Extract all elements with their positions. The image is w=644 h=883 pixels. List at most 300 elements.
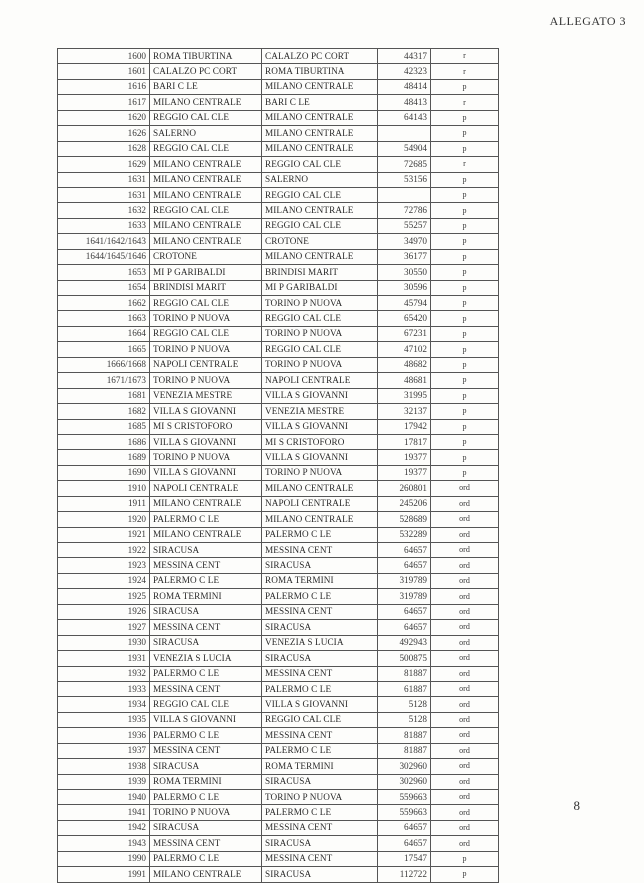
destination-station-cell: VILLA S GIOVANNI — [262, 697, 378, 712]
origin-station-cell: MILANO CENTRALE — [150, 527, 262, 542]
origin-station-cell: SIRACUSA — [150, 635, 262, 650]
origin-station-cell: MILANO CENTRALE — [150, 172, 262, 187]
train-type-cell: p — [431, 450, 499, 465]
origin-station-cell: ROMA TERMINI — [150, 589, 262, 604]
origin-station-cell: MILANO CENTRALE — [150, 234, 262, 249]
distance-cell: 32137 — [378, 404, 431, 419]
distance-cell: 44317 — [378, 49, 431, 64]
train-type-cell: ord — [431, 759, 499, 774]
distance-cell — [378, 126, 431, 141]
train-type-cell: ord — [431, 651, 499, 666]
distance-cell: 64657 — [378, 620, 431, 635]
table-row — [58, 666, 499, 681]
train-type-cell: r — [431, 95, 499, 110]
origin-station-cell: VILLA S GIOVANNI — [150, 712, 262, 727]
train-number-cell: 1685 — [58, 419, 150, 434]
distance-cell: 55257 — [378, 218, 431, 233]
distance-cell: 260801 — [378, 481, 431, 496]
train-type-cell: p — [431, 187, 499, 202]
table-row — [58, 651, 499, 666]
destination-station-cell: TORINO P NUOVA — [262, 296, 378, 311]
origin-station-cell: REGGIO CAL CLE — [150, 141, 262, 156]
distance-cell: 81887 — [378, 728, 431, 743]
table-row — [58, 867, 499, 882]
origin-station-cell: SIRACUSA — [150, 543, 262, 558]
origin-station-cell: MILANO CENTRALE — [150, 867, 262, 882]
train-type-cell: p — [431, 110, 499, 125]
train-type-cell: ord — [431, 820, 499, 835]
destination-station-cell: MILANO CENTRALE — [262, 141, 378, 156]
destination-station-cell: MI P GARIBALDI — [262, 280, 378, 295]
destination-station-cell: MESSINA CENT — [262, 820, 378, 835]
origin-station-cell: MILANO CENTRALE — [150, 218, 262, 233]
train-type-cell: ord — [431, 527, 499, 542]
train-number-cell: 1910 — [58, 481, 150, 496]
destination-station-cell: REGGIO CAL CLE — [262, 342, 378, 357]
origin-station-cell: PALERMO C LE — [150, 666, 262, 681]
train-number-cell: 1616 — [58, 79, 150, 94]
table-row — [58, 265, 499, 280]
train-number-cell: 1921 — [58, 527, 150, 542]
train-type-cell: p — [431, 342, 499, 357]
origin-station-cell: BRINDISI MARIT — [150, 280, 262, 295]
train-type-cell: p — [431, 265, 499, 280]
train-type-cell: r — [431, 49, 499, 64]
origin-station-cell: MESSINA CENT — [150, 681, 262, 696]
train-type-cell: ord — [431, 604, 499, 619]
destination-station-cell: REGGIO CAL CLE — [262, 187, 378, 202]
destination-station-cell: NAPOLI CENTRALE — [262, 373, 378, 388]
train-number-cell: 1920 — [58, 512, 150, 527]
distance-cell: 48681 — [378, 373, 431, 388]
destination-station-cell: VILLA S GIOVANNI — [262, 450, 378, 465]
distance-cell: 112722 — [378, 867, 431, 882]
origin-station-cell: NAPOLI CENTRALE — [150, 481, 262, 496]
train-type-cell: p — [431, 373, 499, 388]
destination-station-cell: MILANO CENTRALE — [262, 110, 378, 125]
destination-station-cell: PALERMO C LE — [262, 527, 378, 542]
origin-station-cell: SIRACUSA — [150, 820, 262, 835]
destination-station-cell: SIRACUSA — [262, 774, 378, 789]
origin-station-cell: VILLA S GIOVANNI — [150, 465, 262, 480]
train-type-cell: r — [431, 157, 499, 172]
train-number-cell: 1665 — [58, 342, 150, 357]
distance-cell: 492943 — [378, 635, 431, 650]
train-number-cell: 1686 — [58, 434, 150, 449]
origin-station-cell: SIRACUSA — [150, 604, 262, 619]
destination-station-cell: SIRACUSA — [262, 558, 378, 573]
origin-station-cell: REGGIO CAL CLE — [150, 296, 262, 311]
train-type-cell: ord — [431, 512, 499, 527]
origin-station-cell: REGGIO CAL CLE — [150, 110, 262, 125]
table-row — [58, 635, 499, 650]
destination-station-cell: ROMA TERMINI — [262, 573, 378, 588]
destination-station-cell: TORINO P NUOVA — [262, 326, 378, 341]
train-type-cell: r — [431, 64, 499, 79]
destination-station-cell: SALERNO — [262, 172, 378, 187]
train-type-cell: p — [431, 404, 499, 419]
distance-cell: 64657 — [378, 543, 431, 558]
distance-cell: 64657 — [378, 836, 431, 851]
train-number-cell: 1689 — [58, 450, 150, 465]
destination-station-cell: REGGIO CAL CLE — [262, 311, 378, 326]
distance-cell: 30596 — [378, 280, 431, 295]
table-row — [58, 558, 499, 573]
distance-cell: 64657 — [378, 820, 431, 835]
train-type-cell: p — [431, 234, 499, 249]
train-number-cell: 1617 — [58, 95, 150, 110]
distance-cell: 19377 — [378, 465, 431, 480]
destination-station-cell: BRINDISI MARIT — [262, 265, 378, 280]
destination-station-cell: MILANO CENTRALE — [262, 512, 378, 527]
destination-station-cell: MESSINA CENT — [262, 728, 378, 743]
distance-cell: 81887 — [378, 666, 431, 681]
train-type-cell: ord — [431, 481, 499, 496]
train-number-cell: 1934 — [58, 697, 150, 712]
table-row — [58, 712, 499, 727]
train-number-cell: 1924 — [58, 573, 150, 588]
train-type-cell: p — [431, 357, 499, 372]
origin-station-cell: VENEZIA MESTRE — [150, 388, 262, 403]
train-number-cell: 1664 — [58, 326, 150, 341]
train-number-cell: 1632 — [58, 203, 150, 218]
table-row — [58, 851, 499, 866]
table-row — [58, 373, 499, 388]
destination-station-cell: MILANO CENTRALE — [262, 79, 378, 94]
table-row — [58, 419, 499, 434]
origin-station-cell: MESSINA CENT — [150, 743, 262, 758]
train-type-cell: p — [431, 867, 499, 882]
destination-station-cell: PALERMO C LE — [262, 589, 378, 604]
train-number-cell: 1941 — [58, 805, 150, 820]
table-row — [58, 49, 499, 64]
distance-cell: 532289 — [378, 527, 431, 542]
distance-cell: 65420 — [378, 311, 431, 326]
destination-station-cell: MILANO CENTRALE — [262, 203, 378, 218]
table-row — [58, 805, 499, 820]
destination-station-cell: MESSINA CENT — [262, 604, 378, 619]
table-row — [58, 404, 499, 419]
table-row — [58, 836, 499, 851]
table-row — [58, 604, 499, 619]
table-row — [58, 79, 499, 94]
train-number-cell: 1937 — [58, 743, 150, 758]
origin-station-cell: PALERMO C LE — [150, 790, 262, 805]
train-number-cell: 1925 — [58, 589, 150, 604]
train-type-cell: ord — [431, 712, 499, 727]
origin-station-cell: ROMA TERMINI — [150, 774, 262, 789]
table-row — [58, 203, 499, 218]
train-type-cell: p — [431, 419, 499, 434]
distance-cell: 72685 — [378, 157, 431, 172]
train-number-cell: 1662 — [58, 296, 150, 311]
distance-cell: 245206 — [378, 496, 431, 511]
destination-station-cell: VILLA S GIOVANNI — [262, 388, 378, 403]
table-row — [58, 64, 499, 79]
train-number-cell: 1940 — [58, 790, 150, 805]
table-row — [58, 512, 499, 527]
table-row — [58, 543, 499, 558]
train-type-cell: ord — [431, 697, 499, 712]
origin-station-cell: TORINO P NUOVA — [150, 311, 262, 326]
train-type-cell: p — [431, 388, 499, 403]
distance-cell: 559663 — [378, 805, 431, 820]
train-number-cell: 1653 — [58, 265, 150, 280]
distance-cell: 500875 — [378, 651, 431, 666]
train-number-cell: 1663 — [58, 311, 150, 326]
train-number-cell: 1932 — [58, 666, 150, 681]
distance-cell: 47102 — [378, 342, 431, 357]
destination-station-cell: VILLA S GIOVANNI — [262, 419, 378, 434]
distance-cell: 17942 — [378, 419, 431, 434]
destination-station-cell: CROTONE — [262, 234, 378, 249]
destination-station-cell: MI S CRISTOFORO — [262, 434, 378, 449]
page-number: 8 — [573, 798, 580, 813]
table-row — [58, 187, 499, 202]
origin-station-cell: TORINO P NUOVA — [150, 450, 262, 465]
origin-station-cell: BARI C LE — [150, 79, 262, 94]
train-type-cell: p — [431, 79, 499, 94]
train-type-cell: ord — [431, 589, 499, 604]
train-number-cell: 1991 — [58, 867, 150, 882]
destination-station-cell: VENEZIA MESTRE — [262, 404, 378, 419]
distance-cell: 31995 — [378, 388, 431, 403]
origin-station-cell: MI P GARIBALDI — [150, 265, 262, 280]
destination-station-cell: SIRACUSA — [262, 651, 378, 666]
destination-station-cell: SIRACUSA — [262, 836, 378, 851]
table-row — [58, 280, 499, 295]
train-type-cell: ord — [431, 620, 499, 635]
origin-station-cell: MILANO CENTRALE — [150, 157, 262, 172]
table-row — [58, 774, 499, 789]
table-row — [58, 357, 499, 372]
table-row — [58, 496, 499, 511]
table-row — [58, 620, 499, 635]
destination-station-cell: PALERMO C LE — [262, 805, 378, 820]
origin-station-cell: VILLA S GIOVANNI — [150, 404, 262, 419]
table-row — [58, 589, 499, 604]
train-table-body — [58, 49, 499, 883]
table-row — [58, 296, 499, 311]
train-number-cell: 1938 — [58, 759, 150, 774]
origin-station-cell: ROMA TIBURTINA — [150, 49, 262, 64]
train-number-cell: 1654 — [58, 280, 150, 295]
train-type-cell: p — [431, 296, 499, 311]
origin-station-cell: PALERMO C LE — [150, 728, 262, 743]
train-number-cell: 1926 — [58, 604, 150, 619]
distance-cell: 5128 — [378, 712, 431, 727]
train-number-cell: 1644/1645/1646 — [58, 249, 150, 264]
origin-station-cell: PALERMO C LE — [150, 851, 262, 866]
table-row — [58, 326, 499, 341]
origin-station-cell: MILANO CENTRALE — [150, 187, 262, 202]
train-number-cell: 1628 — [58, 141, 150, 156]
table-row — [58, 434, 499, 449]
train-type-cell: ord — [431, 635, 499, 650]
destination-station-cell: ROMA TIBURTINA — [262, 64, 378, 79]
destination-station-cell: REGGIO CAL CLE — [262, 218, 378, 233]
origin-station-cell: CROTONE — [150, 249, 262, 264]
distance-cell: 64657 — [378, 604, 431, 619]
origin-station-cell: TORINO P NUOVA — [150, 805, 262, 820]
table-row — [58, 697, 499, 712]
train-number-cell: 1942 — [58, 820, 150, 835]
origin-station-cell: PALERMO C LE — [150, 573, 262, 588]
table-row — [58, 759, 499, 774]
distance-cell: 319789 — [378, 589, 431, 604]
table-row — [58, 743, 499, 758]
train-type-cell: ord — [431, 774, 499, 789]
distance-cell: 19377 — [378, 450, 431, 465]
destination-station-cell: ROMA TERMINI — [262, 759, 378, 774]
distance-cell: 81887 — [378, 743, 431, 758]
train-type-cell: p — [431, 326, 499, 341]
table-row — [58, 820, 499, 835]
destination-station-cell: VENEZIA S LUCIA — [262, 635, 378, 650]
distance-cell — [378, 187, 431, 202]
destination-station-cell: CALALZO PC CORT — [262, 49, 378, 64]
train-type-cell: ord — [431, 496, 499, 511]
origin-station-cell: CALALZO PC CORT — [150, 64, 262, 79]
origin-station-cell: TORINO P NUOVA — [150, 373, 262, 388]
train-number-cell: 1631 — [58, 172, 150, 187]
origin-station-cell: MILANO CENTRALE — [150, 496, 262, 511]
distance-cell: 54904 — [378, 141, 431, 156]
train-number-cell: 1641/1642/1643 — [58, 234, 150, 249]
train-type-cell: p — [431, 218, 499, 233]
distance-cell: 319789 — [378, 573, 431, 588]
distance-cell: 528689 — [378, 512, 431, 527]
origin-station-cell: MESSINA CENT — [150, 558, 262, 573]
destination-station-cell: MILANO CENTRALE — [262, 481, 378, 496]
distance-cell: 302960 — [378, 759, 431, 774]
distance-cell: 17817 — [378, 434, 431, 449]
table-row — [58, 157, 499, 172]
train-number-cell: 1939 — [58, 774, 150, 789]
train-number-cell: 1927 — [58, 620, 150, 635]
train-type-cell: p — [431, 465, 499, 480]
origin-station-cell: MESSINA CENT — [150, 836, 262, 851]
distance-cell: 30550 — [378, 265, 431, 280]
table-row — [58, 110, 499, 125]
train-type-cell: ord — [431, 805, 499, 820]
train-number-cell: 1666/1668 — [58, 357, 150, 372]
train-number-cell: 1626 — [58, 126, 150, 141]
table-row — [58, 218, 499, 233]
destination-station-cell: MESSINA CENT — [262, 666, 378, 681]
table-row — [58, 388, 499, 403]
train-number-cell: 1936 — [58, 728, 150, 743]
train-table — [57, 48, 499, 883]
train-number-cell: 1930 — [58, 635, 150, 650]
train-number-cell: 1690 — [58, 465, 150, 480]
train-type-cell: ord — [431, 666, 499, 681]
distance-cell: 5128 — [378, 697, 431, 712]
train-number-cell: 1671/1673 — [58, 373, 150, 388]
origin-station-cell: MI S CRISTOFORO — [150, 419, 262, 434]
destination-station-cell: NAPOLI CENTRALE — [262, 496, 378, 511]
destination-station-cell: BARI C LE — [262, 95, 378, 110]
origin-station-cell: REGGIO CAL CLE — [150, 326, 262, 341]
destination-station-cell: TORINO P NUOVA — [262, 790, 378, 805]
destination-station-cell: SIRACUSA — [262, 867, 378, 882]
destination-station-cell: MESSINA CENT — [262, 851, 378, 866]
destination-station-cell: MESSINA CENT — [262, 543, 378, 558]
table-row — [58, 465, 499, 480]
destination-station-cell: PALERMO C LE — [262, 681, 378, 696]
distance-cell: 64143 — [378, 110, 431, 125]
train-number-cell: 1935 — [58, 712, 150, 727]
distance-cell: 64657 — [378, 558, 431, 573]
origin-station-cell: SALERNO — [150, 126, 262, 141]
train-type-cell: p — [431, 311, 499, 326]
distance-cell: 559663 — [378, 790, 431, 805]
table-row — [58, 527, 499, 542]
train-number-cell: 1600 — [58, 49, 150, 64]
train-type-cell: ord — [431, 681, 499, 696]
distance-cell: 72786 — [378, 203, 431, 218]
destination-station-cell: MILANO CENTRALE — [262, 249, 378, 264]
destination-station-cell: REGGIO CAL CLE — [262, 157, 378, 172]
table-row — [58, 249, 499, 264]
distance-cell: 36177 — [378, 249, 431, 264]
train-type-cell: p — [431, 249, 499, 264]
origin-station-cell: NAPOLI CENTRALE — [150, 357, 262, 372]
origin-station-cell: MILANO CENTRALE — [150, 95, 262, 110]
train-type-cell: p — [431, 280, 499, 295]
distance-cell: 45794 — [378, 296, 431, 311]
table-row — [58, 790, 499, 805]
train-number-cell: 1681 — [58, 388, 150, 403]
train-type-cell: p — [431, 434, 499, 449]
train-type-cell: p — [431, 851, 499, 866]
train-type-cell: ord — [431, 790, 499, 805]
table-row — [58, 573, 499, 588]
distance-cell: 67231 — [378, 326, 431, 341]
origin-station-cell: SIRACUSA — [150, 759, 262, 774]
train-number-cell: 1923 — [58, 558, 150, 573]
destination-station-cell: TORINO P NUOVA — [262, 465, 378, 480]
train-type-cell: p — [431, 126, 499, 141]
table-row — [58, 95, 499, 110]
train-number-cell: 1933 — [58, 681, 150, 696]
distance-cell: 48413 — [378, 95, 431, 110]
train-number-cell: 1629 — [58, 157, 150, 172]
train-number-cell: 1911 — [58, 496, 150, 511]
train-number-cell: 1620 — [58, 110, 150, 125]
train-number-cell: 1931 — [58, 651, 150, 666]
train-number-cell: 1631 — [58, 187, 150, 202]
train-type-cell: p — [431, 203, 499, 218]
origin-station-cell: REGGIO CAL CLE — [150, 203, 262, 218]
distance-cell: 17547 — [378, 851, 431, 866]
table-row — [58, 126, 499, 141]
origin-station-cell: MESSINA CENT — [150, 620, 262, 635]
table-row — [58, 311, 499, 326]
origin-station-cell: PALERMO C LE — [150, 512, 262, 527]
table-row — [58, 481, 499, 496]
distance-cell: 34970 — [378, 234, 431, 249]
train-type-cell: ord — [431, 558, 499, 573]
train-number-cell: 1943 — [58, 836, 150, 851]
distance-cell: 42323 — [378, 64, 431, 79]
train-type-cell: ord — [431, 543, 499, 558]
destination-station-cell: TORINO P NUOVA — [262, 357, 378, 372]
table-row — [58, 681, 499, 696]
train-type-cell: ord — [431, 836, 499, 851]
origin-station-cell: VENEZIA S LUCIA — [150, 651, 262, 666]
destination-station-cell: PALERMO C LE — [262, 743, 378, 758]
